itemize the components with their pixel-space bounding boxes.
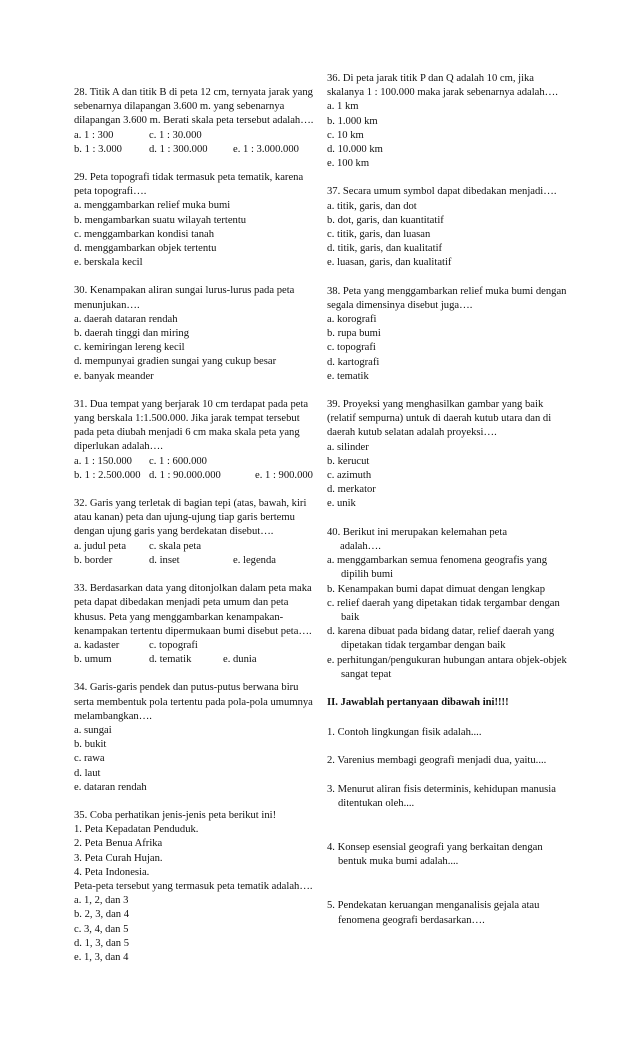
essay-question-1: 1. Contoh lingkungan fisik adalah.... <box>327 727 482 739</box>
question-stem: 36. Di peta jarak titik P dan Q adalah 10 cm, jika skalanya 1 : 100.000 maka jarak sebenarnya adalah…. <box>327 73 558 99</box>
option-a: a. 1 : 300 <box>74 129 114 141</box>
essay-question-5: 5. Pendekatan keruangan menganalisis gejala atau fenomena geografi berdasarkan…. <box>327 900 540 926</box>
essay-question-2: 2. Varenius membagi geografi menjadi dua, yaitu.... <box>327 755 547 767</box>
option-row <box>74 554 318 568</box>
option-e: e. unik <box>327 498 356 510</box>
section-title: II. Jawablah pertanyaan dibawah ini!!!! <box>327 696 509 708</box>
option-e: e. legenda <box>233 554 276 566</box>
option-d: d. 1, 3, dan 5 <box>74 937 130 949</box>
option-b: b. daerah tinggi dan miring <box>74 328 190 340</box>
option-a: a. 1, 2, dan 3 <box>74 895 129 907</box>
question-stem: 37. Secara umum symbol dapat dibedakan menjadi…. <box>327 186 557 198</box>
question-31 <box>74 398 318 483</box>
question-stem: 34. Garis-garis pendek dan putus-putus berwana biru serta membentuk pola tertentu pada pola-pola umumnya melambangkan…. <box>74 682 313 722</box>
question-34 <box>74 681 318 795</box>
list-item: 2. Peta Benua Afrika <box>74 838 163 850</box>
question-stem: 40. Berikut ini merupakan kelemahan peta <box>327 526 508 538</box>
option-e: e. 100 km <box>327 158 370 170</box>
essay-question-3: 3. Menurut aliran fisis determinis, kehidupan manusia ditentukan oleh.... <box>327 783 556 809</box>
option-row <box>74 540 318 554</box>
option-b: b. 2, 3, dan 4 <box>74 909 130 921</box>
question-stem: 33. Berdasarkan data yang ditonjolkan dalam peta maka peta dapat dibedakan menjadi peta umum dan peta khusus. Peta yang menggambarkan kenampakan-kenampakan tertentu dipermukaan bumi disebut peta…. <box>74 583 312 637</box>
option-b: b. dot, garis, dan kuantitatif <box>327 214 444 226</box>
question-28 <box>74 86 318 157</box>
option-c: c. rawa <box>74 753 105 765</box>
option-c: c. topografi <box>149 639 198 651</box>
left-column <box>74 86 318 979</box>
option-a: a. kadaster <box>74 639 120 651</box>
question-38 <box>327 285 569 384</box>
question-stem: 35. Coba perhatikan jenis-jenis peta berikut ini! <box>74 809 277 821</box>
option-d: d. inset <box>149 554 180 566</box>
option-a: a. daerah dataran rendah <box>74 313 178 325</box>
option-a: a. sungai <box>74 724 112 736</box>
option-row <box>74 129 318 143</box>
option-b: b. rupa bumi <box>327 328 381 340</box>
option-d: d. tematik <box>149 654 192 666</box>
question-stem-continued: adalah…. <box>340 540 381 552</box>
option-row <box>74 455 318 469</box>
option-c: c. 3, 4, dan 5 <box>74 923 129 935</box>
option-c: c. 1 : 30.000 <box>149 129 202 141</box>
option-c: c. azimuth <box>327 470 372 482</box>
option-e: e. dataran rendah <box>74 781 147 793</box>
option-a: a. korografi <box>327 314 377 326</box>
option-d: d. titik, garis, dan kualitatif <box>327 243 443 255</box>
option-c: c. skala peta <box>149 540 202 552</box>
option-c: c. titik, garis, dan luasan <box>327 229 431 241</box>
option-d: d. karena dibuat pada bidang datar, relief daerah yang dipetakan tidak tergambar dengan baik <box>327 626 555 652</box>
option-b: b. Kenampakan bumi dapat dimuat dengan lengkap <box>327 583 545 595</box>
list-item: 4. Peta Indonesia. <box>74 866 150 878</box>
option-e: e. berskala kecil <box>74 257 143 269</box>
option-b: b. border <box>74 554 113 566</box>
option-b: b. kerucut <box>327 455 370 467</box>
option-b: b. umum <box>74 654 112 666</box>
question-stem: 39. Proyeksi yang menghasilkan gambar yang baik (relatif sempurna) untuk di daerah kutub utara dan di daerah kutub selatan adalah proyeksi…. <box>327 399 552 439</box>
option-c: c. 10 km <box>327 129 364 141</box>
option-d: d. merkator <box>327 484 376 496</box>
option-e: e. 1, 3, dan 4 <box>74 951 129 963</box>
right-column <box>327 72 569 942</box>
question-stem: 28. Titik A dan titik B di peta 12 cm, ternyata jarak yang sebenarnya dilapangan 3.600 m. yang sebenarnya dilapangan 3.600 m. Berati skala peta tersebut adalah…. <box>74 87 314 127</box>
option-a: a. judul peta <box>74 540 127 552</box>
question-29 <box>74 171 318 270</box>
option-e: e. tematik <box>327 370 369 382</box>
option-b: b. 1.000 km <box>327 115 378 127</box>
option-c: c. 1 : 600.000 <box>149 455 207 467</box>
list-item: 3. Peta Curah Hujan. <box>74 852 163 864</box>
option-e: e. banyak meander <box>74 370 154 382</box>
option-d: d. 1 : 90.000.000 <box>149 469 221 481</box>
question-stem: 30. Kenampakan aliran sungai lurus-lurus pada peta menunjukan…. <box>74 285 295 311</box>
question-30 <box>74 284 318 383</box>
option-b: b. mengambarkan suatu wilayah tertentu <box>74 214 247 226</box>
question-35 <box>74 809 318 965</box>
option-e: e. luasan, garis, dan kualitatif <box>327 257 452 269</box>
option-a: a. menggambarkan relief muka bumi <box>74 200 231 212</box>
option-row <box>74 469 318 483</box>
list-item: 1. Peta Kepadatan Penduduk. <box>74 824 199 836</box>
question-stem-continued: Peta-peta tersebut yang termasuk peta tematik adalah…. <box>74 880 313 892</box>
option-a: a. 1 km <box>327 101 359 113</box>
question-37 <box>327 185 569 270</box>
question-stem: 29. Peta topografi tidak termasuk peta tematik, karena peta topografi…. <box>74 172 304 198</box>
option-e: e. 1 : 900.000 <box>255 469 313 481</box>
option-e: e. perhitungan/pengukuran hubungan antara objek-objek sangat tepat <box>327 654 567 680</box>
question-39 <box>327 398 569 512</box>
option-b: b. 1 : 3.000 <box>74 143 122 155</box>
question-stem: 31. Dua tempat yang berjarak 10 cm terdapat pada peta yang berskala 1:1.500.000. Jika jarak tempat tersebut pada peta diubah menjadi 6 cm maka skala peta yang diperlukan adalah…. <box>74 398 309 453</box>
option-a: a. 1 : 150.000 <box>74 455 132 467</box>
option-c: c. kemiringan lereng kecil <box>74 342 185 354</box>
option-row <box>74 143 318 157</box>
option-c: c. relief daerah yang dipetakan tidak tergambar dengan baik <box>327 597 560 623</box>
option-a: a. silinder <box>327 441 369 453</box>
option-c: c. topografi <box>327 342 376 354</box>
option-d: d. laut <box>74 767 101 779</box>
question-stem: 38. Peta yang menggambarkan relief muka bumi dengan segala dimensinya disebut juga…. <box>327 285 567 311</box>
essay-question-4: 4. Konsep esensial geografi yang berkaitan dengan bentuk muka bumi adalah.... <box>327 841 543 868</box>
option-d: d. mempunyai gradien sungai yang cukup besar <box>74 356 277 368</box>
option-d: d. 10.000 km <box>327 144 383 156</box>
question-stem: 32. Garis yang terletak di bagian tepi (atas, bawah, kiri atau kanan) peta dan ujung-ujung tiap garis bertemu dengan ujung garis yang berdekatan disebut…. <box>74 498 307 538</box>
option-d: d. kartografi <box>327 356 380 368</box>
option-b: b. 1 : 2.500.000 <box>74 469 141 481</box>
option-row <box>74 639 318 653</box>
option-c: c. menggambarkan kondisi tanah <box>74 228 215 240</box>
question-36 <box>327 72 569 171</box>
option-d: d. 1 : 300.000 <box>149 143 208 155</box>
question-32 <box>74 497 318 568</box>
option-d: d. menggambarkan objek tertentu <box>74 243 217 255</box>
option-e: e. 1 : 3.000.000 <box>233 143 299 155</box>
option-a: a. titik, garis, dan dot <box>327 200 417 212</box>
question-33 <box>74 582 318 667</box>
option-a: a. menggambarkan semua fenomena geografis yang dipilih bumi <box>327 555 548 581</box>
option-b: b. bukit <box>74 739 107 751</box>
option-row <box>74 653 318 667</box>
question-40 <box>327 526 569 682</box>
option-e: e. dunia <box>223 654 257 666</box>
